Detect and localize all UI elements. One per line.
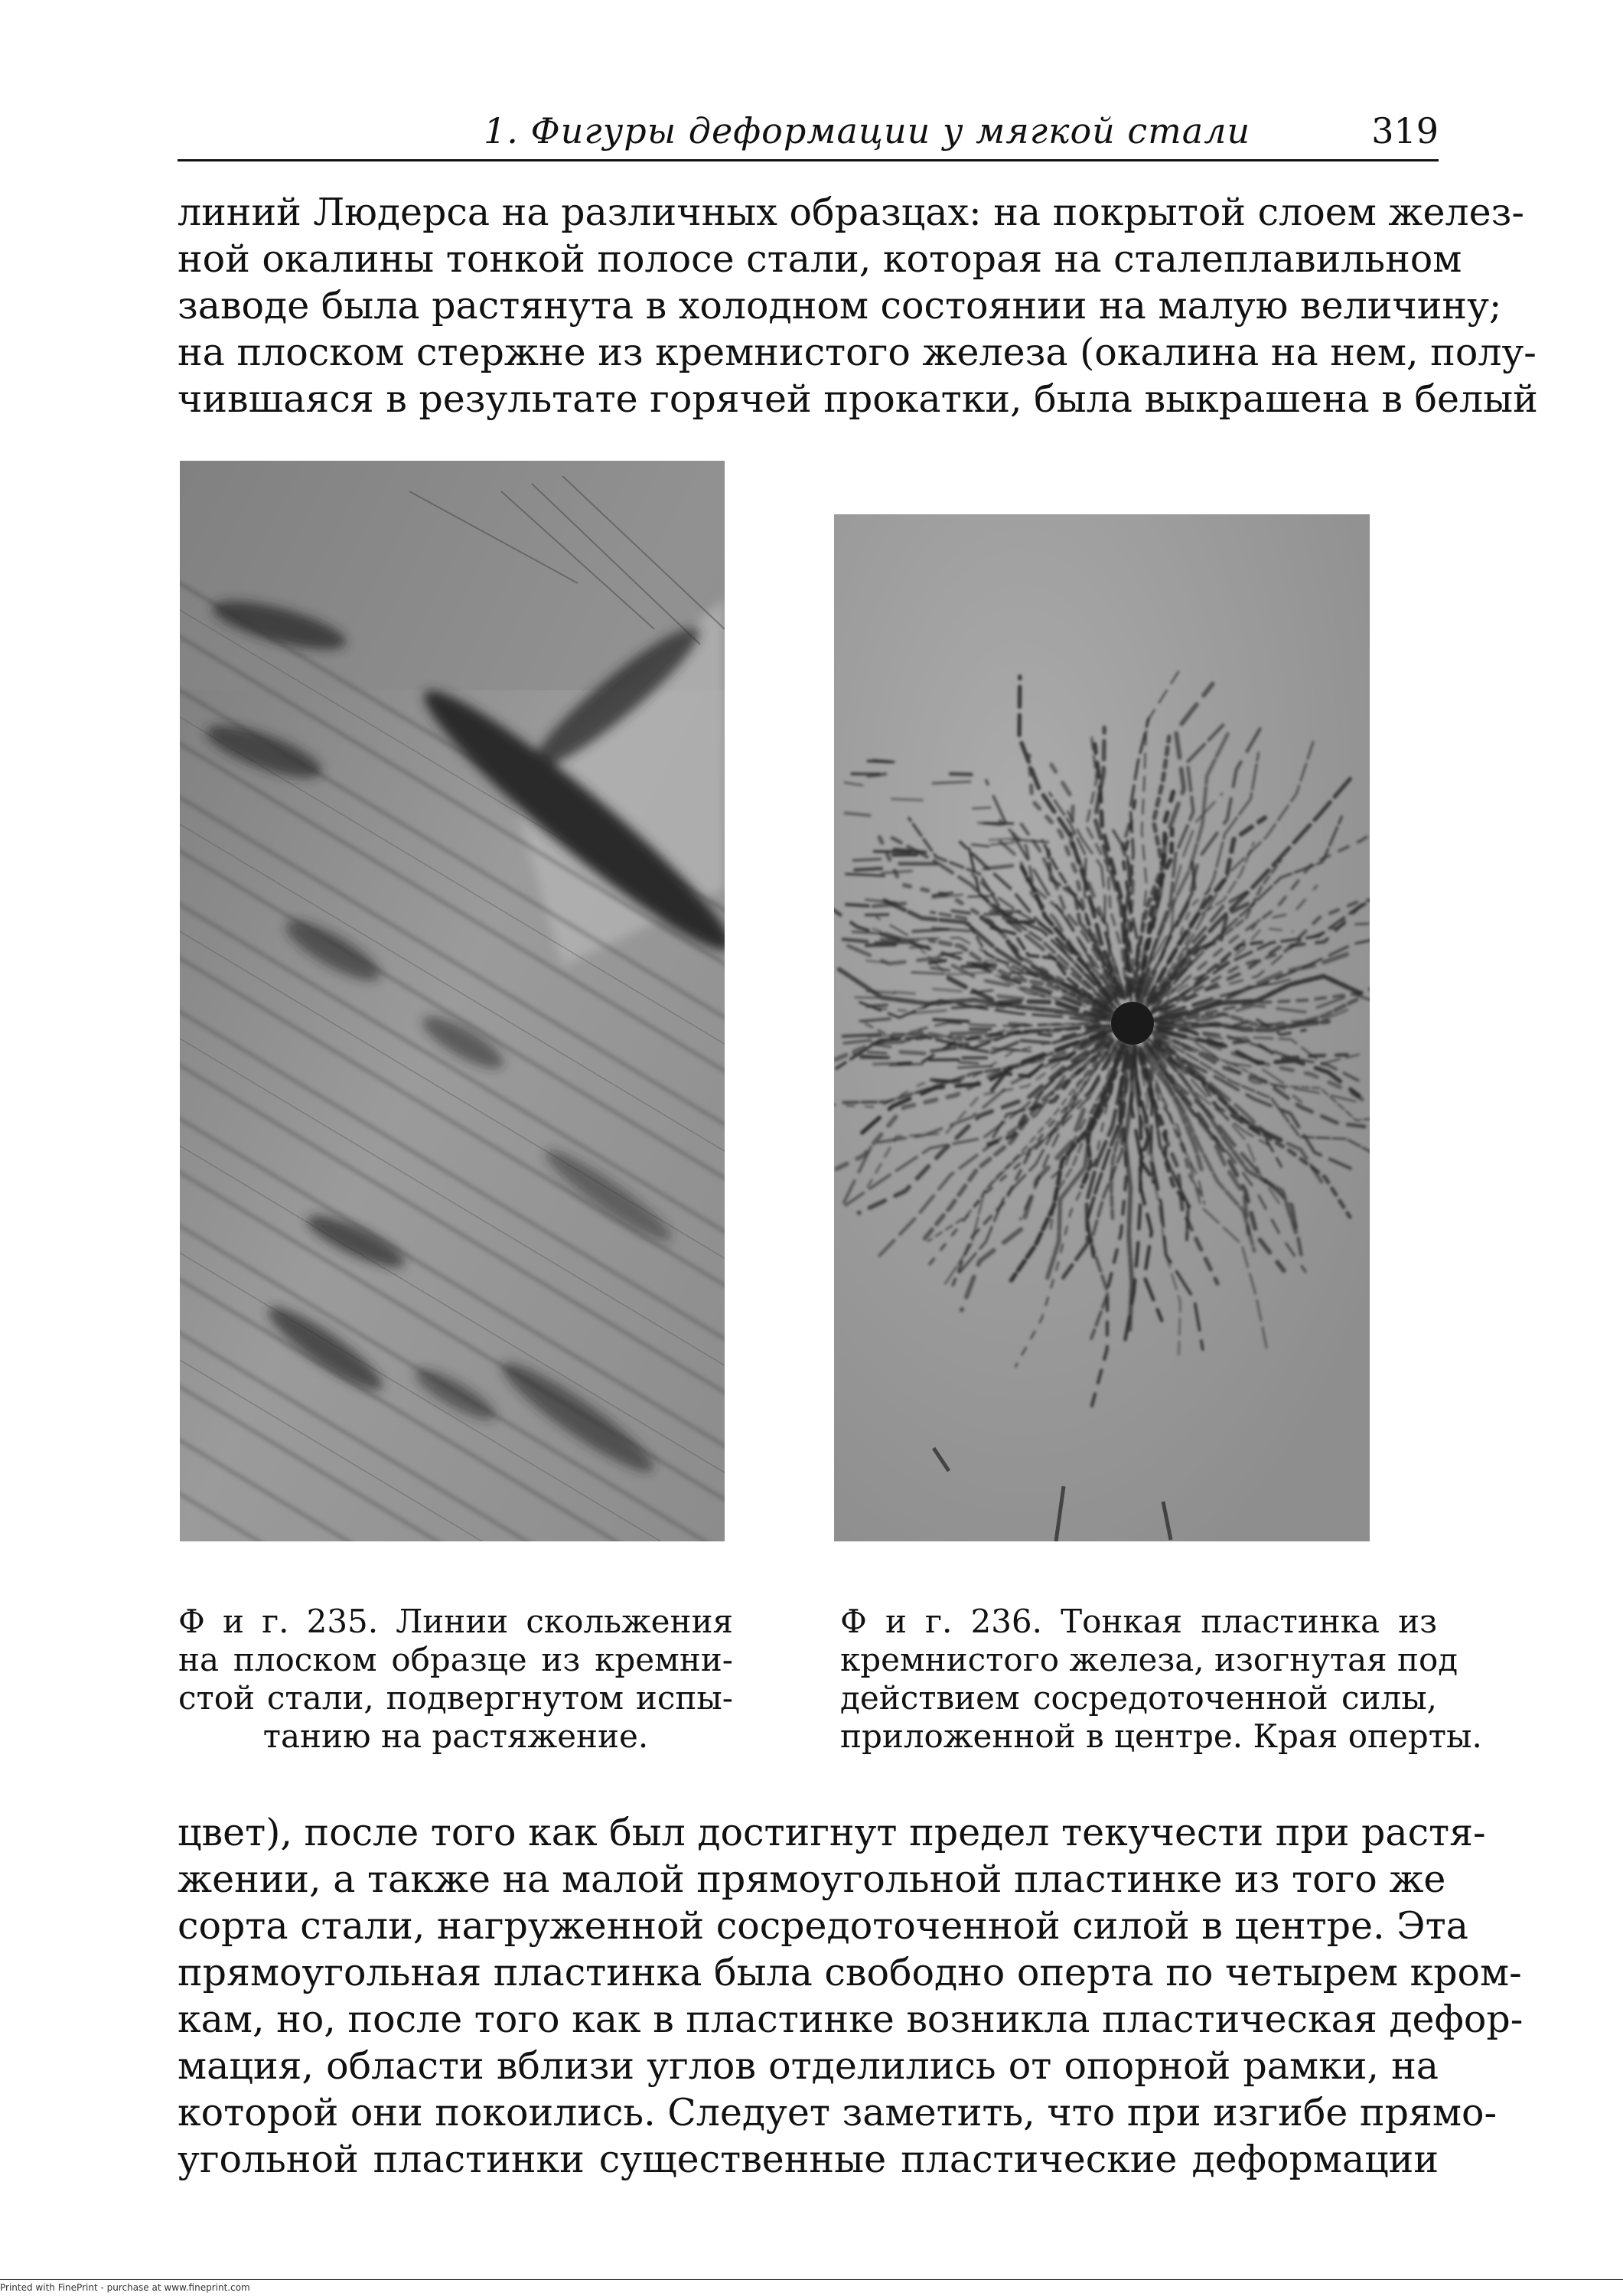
paragraph-bottom <box>178 1809 1524 2183</box>
caption-line: на плоском образце из кремни- <box>178 1641 733 1678</box>
scatter-dash <box>934 1081 960 1082</box>
scatter-dash <box>882 940 917 941</box>
scatter-dash <box>973 807 990 808</box>
scatter-dash <box>901 1052 924 1054</box>
text-line: линий Людерса на различных образцах: на покрытой слоем желез- <box>178 191 1524 234</box>
caption-figure-236 <box>840 1603 1482 1756</box>
scatter-dash <box>948 1044 968 1045</box>
scatter-dash <box>913 929 948 931</box>
scatter-dash <box>843 1035 880 1036</box>
scatter-dash <box>985 914 1012 915</box>
scatter-dash <box>874 1063 910 1065</box>
scatter-dash <box>868 1052 886 1054</box>
footer-note: Printed with FinePrint - purchase at www.fineprint.com <box>0 2282 250 2293</box>
scatter-dash <box>867 1005 887 1006</box>
header-rule <box>178 159 1439 161</box>
scatter-dash <box>846 905 869 906</box>
scatter-dash <box>1010 1024 1027 1026</box>
text-line: жении, а также на малой прямоугольной пластинке из того же <box>178 1857 1446 1901</box>
page-number: 319 <box>1371 110 1439 152</box>
text-line: сорта стали, нагруженной сосредоточенной силой в центре. Эта <box>178 1904 1468 1948</box>
scatter-dash <box>869 774 886 776</box>
text-line: кам, но, после того как в пластинке возникла пластическая дефор- <box>178 1998 1524 2041</box>
scatter-dash <box>960 1062 978 1064</box>
scatter-dash <box>951 1032 986 1034</box>
figure-236-radial-pattern-photo <box>834 514 1370 1541</box>
text-line: мация, области вблизи углов отделились от опорной рамки, на <box>178 2044 1439 2088</box>
caption-line: Ф и г. 236. Тонкая пластинка из <box>840 1603 1437 1640</box>
caption-line: кремнистого железа, изогнутая под <box>840 1641 1458 1678</box>
scatter-dash <box>989 839 1011 840</box>
scatter-dash <box>855 869 882 870</box>
caption-line: действием сосредоточенной силы, <box>840 1679 1437 1717</box>
scatter-dash <box>952 1006 982 1008</box>
scatter-dash <box>843 939 867 941</box>
text-line: чившаяся в результате горячей прокатки, была выкрашена в белый <box>178 377 1538 421</box>
slip-lines-image <box>180 461 725 1541</box>
text-line: прямоугольная пластинка была свободно оперта по четырем кром- <box>178 1951 1522 1994</box>
running-title: 1. Фигуры деформации у мягкой стали <box>484 110 1251 152</box>
caption-line: стой стали, подвергнутом испы- <box>178 1679 733 1717</box>
scatter-dash <box>853 859 880 861</box>
text-line: на плоском стержне из кремнистого железа (окалина на нем, полу- <box>178 331 1537 374</box>
radial-pattern-image <box>834 514 1370 1541</box>
load-point <box>1111 1002 1154 1045</box>
caption-line: танию на растяжение. <box>262 1717 649 1755</box>
footer-rule <box>0 2279 1623 2280</box>
scatter-dash <box>968 964 996 965</box>
caption-line: приложенной в центре. Края оперты. <box>840 1717 1482 1755</box>
scatter-dash <box>911 947 929 948</box>
text-line: угольной пластинки существенные пластические деформации <box>178 2138 1439 2181</box>
paragraph-top <box>178 189 1538 422</box>
text-line: ной окалины тонкой полосе стали, которая на сталеплавильном <box>178 237 1462 281</box>
scatter-dash <box>986 1004 1010 1006</box>
scatter-dash <box>895 992 914 993</box>
caption-line: Ф и г. 235. Линии скольжения <box>178 1603 733 1640</box>
caption-figure-235 <box>178 1603 733 1756</box>
scatter-dash <box>933 781 970 783</box>
scatter-dash <box>866 944 895 945</box>
scatter-dash <box>950 774 971 775</box>
scatter-dash <box>1011 973 1037 974</box>
text-line: заводе была растянута в холодном состоянии на малую величину; <box>178 284 1502 328</box>
scatter-dash <box>855 997 879 998</box>
text-line: которой они покоились. Следует заметить, что при изгибе прямо- <box>178 2091 1498 2135</box>
scatter-dash <box>968 896 990 897</box>
scatter-dash <box>869 761 894 762</box>
scatter-dash <box>934 1019 968 1022</box>
text-line: цвет), после того как был достигнут предел текучести при растя- <box>178 1811 1486 1854</box>
scatter-dash <box>875 1042 903 1044</box>
scatter-dash <box>875 942 909 943</box>
scatter-dash <box>892 799 923 801</box>
figure-235-slip-lines-photo <box>180 461 725 1541</box>
scatter-dash <box>892 1034 927 1035</box>
page-header <box>178 107 1439 162</box>
